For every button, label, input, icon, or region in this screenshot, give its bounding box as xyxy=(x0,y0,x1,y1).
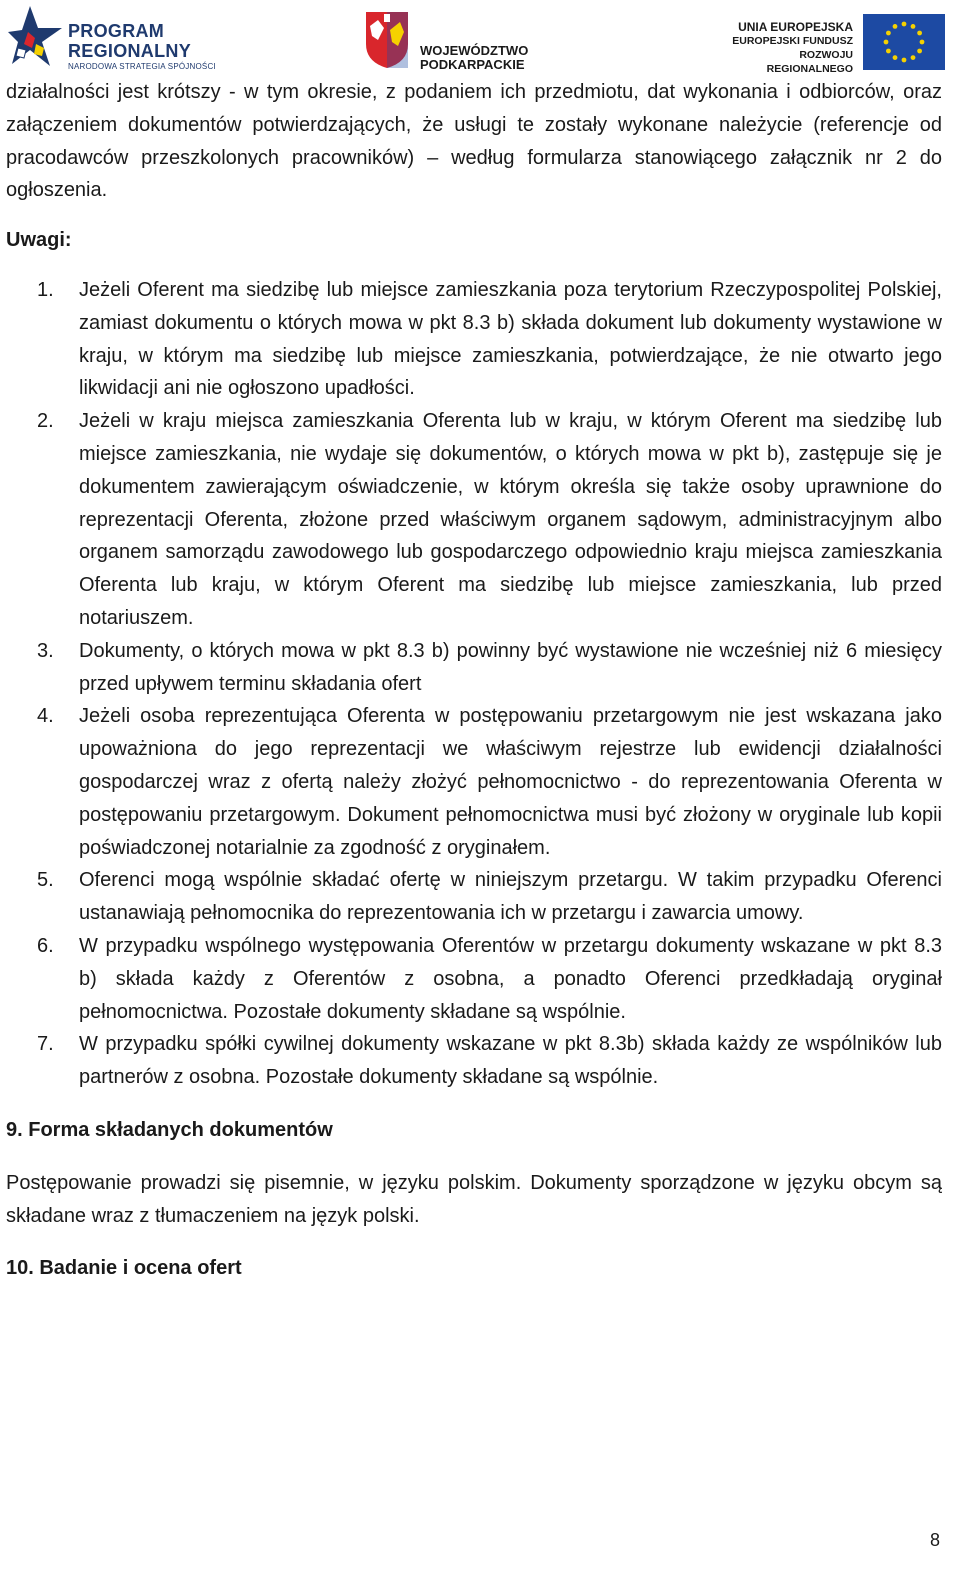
notes-list xyxy=(6,274,942,1094)
list-item-text: Oferenci mogą wspólnie składać ofertę w niniejszym przetargu. W takim przypadku Oferenci ustanawiają pełnomocnika do reprezentowania ich w przetargu i zawarcia umowy. xyxy=(79,869,942,925)
program-line1: PROGRAM xyxy=(68,21,165,41)
list-item-number: 4. xyxy=(37,705,54,728)
eu-line1: UNIA EUROPEJSKA xyxy=(738,20,853,34)
document-body xyxy=(6,76,942,1285)
eu-line2: EUROPEJSKI FUNDUSZ xyxy=(732,35,853,47)
list-item-text: W przypadku wspólnego występowania Oferentów w przetargu dokumenty wskazane w pkt 8.3 b) składa każdy z Oferentów z osobna, a ponadto Oferenci przedkładają oryginał pełnomocnictwa. Pozostałe dokumenty składane są wspólnie. xyxy=(79,934,942,1023)
program-line2: REGIONALNY xyxy=(68,41,192,61)
notes-heading: Uwagi: xyxy=(6,229,72,252)
list-item-number: 7. xyxy=(37,1033,54,1056)
list-item xyxy=(6,1028,942,1094)
section-10-heading: 10. Badanie i ocena ofert xyxy=(6,1257,242,1280)
list-item-text: W przypadku spółki cywilnej dokumenty wskazane w pkt 8.3b) składa każdy ze wspólników lub partnerów z osobna. Pozostałe dokumenty składane są wspólnie. xyxy=(79,1033,942,1089)
list-item xyxy=(6,700,942,864)
list-item-number: 1. xyxy=(37,278,54,301)
section-9-heading: 9. Forma składanych dokumentów xyxy=(6,1118,333,1141)
list-item-number: 6. xyxy=(37,934,54,957)
program-line3: NARODOWA STRATEGIA SPÓJNOŚCI xyxy=(68,62,216,71)
list-item-number: 3. xyxy=(37,639,54,662)
list-item xyxy=(6,930,942,1028)
wojewodztwo-logo xyxy=(364,10,634,70)
region-name: WOJEWÓDZTWO PODKARPACKIE xyxy=(420,43,529,72)
list-item xyxy=(6,405,942,635)
eu-logo xyxy=(715,14,945,75)
eu-flag-icon xyxy=(863,14,945,70)
list-item-text: Jeżeli w kraju miejsca zamieszkania Oferenta lub w kraju, w którym Oferent ma siedzibę lub miejsce zamieszkania, nie wydaje się dokumentów, o których mowa w pkt b), zastępuje się je dokumentem zawierającym oświadczenie, w którym określa się także osoby uprawnione do reprezentacji Oferenta, złożone przed właściwym organem sądowym, administracyjnym albo organem samorządu zawodowego lub gospodarczego odpowiednio kraju miejsca zamieszkania Oferenta lub kraju, w którym Oferent ma siedzibę lub miejsce zamieszkania, lub przed notariuszem. xyxy=(79,410,942,629)
list-item-text: Dokumenty, o których mowa w pkt 8.3 b) powinny być wystawione nie wcześniej niż 6 miesięcy przed upływem terminu składania ofert xyxy=(79,639,942,695)
eu-line3: ROZWOJU REGIONALNEGO xyxy=(766,49,853,75)
eu-text xyxy=(715,20,853,76)
star-icon xyxy=(8,4,66,72)
list-item xyxy=(6,864,942,930)
list-item xyxy=(6,274,942,405)
section-9-text: Postępowanie prowadzi się pisemnie, w języku polskim. Dokumenty sporządzone w języku obcym są składane wraz z tłumaczeniem na język polski. xyxy=(6,1171,942,1227)
list-item xyxy=(6,635,942,701)
page-number: 8 xyxy=(929,1530,940,1550)
intro-paragraph: działalności jest krótszy - w tym okresie, z podaniem ich przedmiotu, dat wykonania i odbiorców, oraz załączeniem dokumentów potwierdzających, że usługi te zostały wykonane należycie (referencje od pracodawców przeszkolonych pracowników) – według formularza stanowiącego załącznik nr 2 do ogłoszenia. xyxy=(6,81,942,202)
page-header xyxy=(0,0,960,78)
list-item-text: Jeżeli Oferent ma siedzibę lub miejsce zamieszkania poza terytorium Rzeczypospolitej Polskiej, zamiast dokumentu o których mowa w pkt 8.3 b) składa dokument lub dokumenty wystawione w kraju, w którym ma siedzibę lub miejsce zamieszkania, potwierdzające, że nie otwarto jego likwidacji ani nie ogłoszono upadłości. xyxy=(79,278,942,400)
coat-of-arms-icon xyxy=(364,10,410,70)
list-item-number: 2. xyxy=(37,410,54,433)
list-item-text: Jeżeli osoba reprezentująca Oferenta w postępowaniu przetargowym nie jest wskazana jako upoważniona do jego reprezentacji we właściwym rejestrze lub ewidencji działalności gospodarczej wraz z ofertą należy złożyć pełnomocnictwo - do reprezentowania Oferenta w postępowaniu przetargowym. Dokument pełnomocnictwa musi być złożony w oryginale lub kopii poświadczonej notarialnie za zgodność z oryginałem. xyxy=(79,705,942,859)
list-item-number: 5. xyxy=(37,869,54,892)
program-regionalny-logo xyxy=(8,4,243,72)
